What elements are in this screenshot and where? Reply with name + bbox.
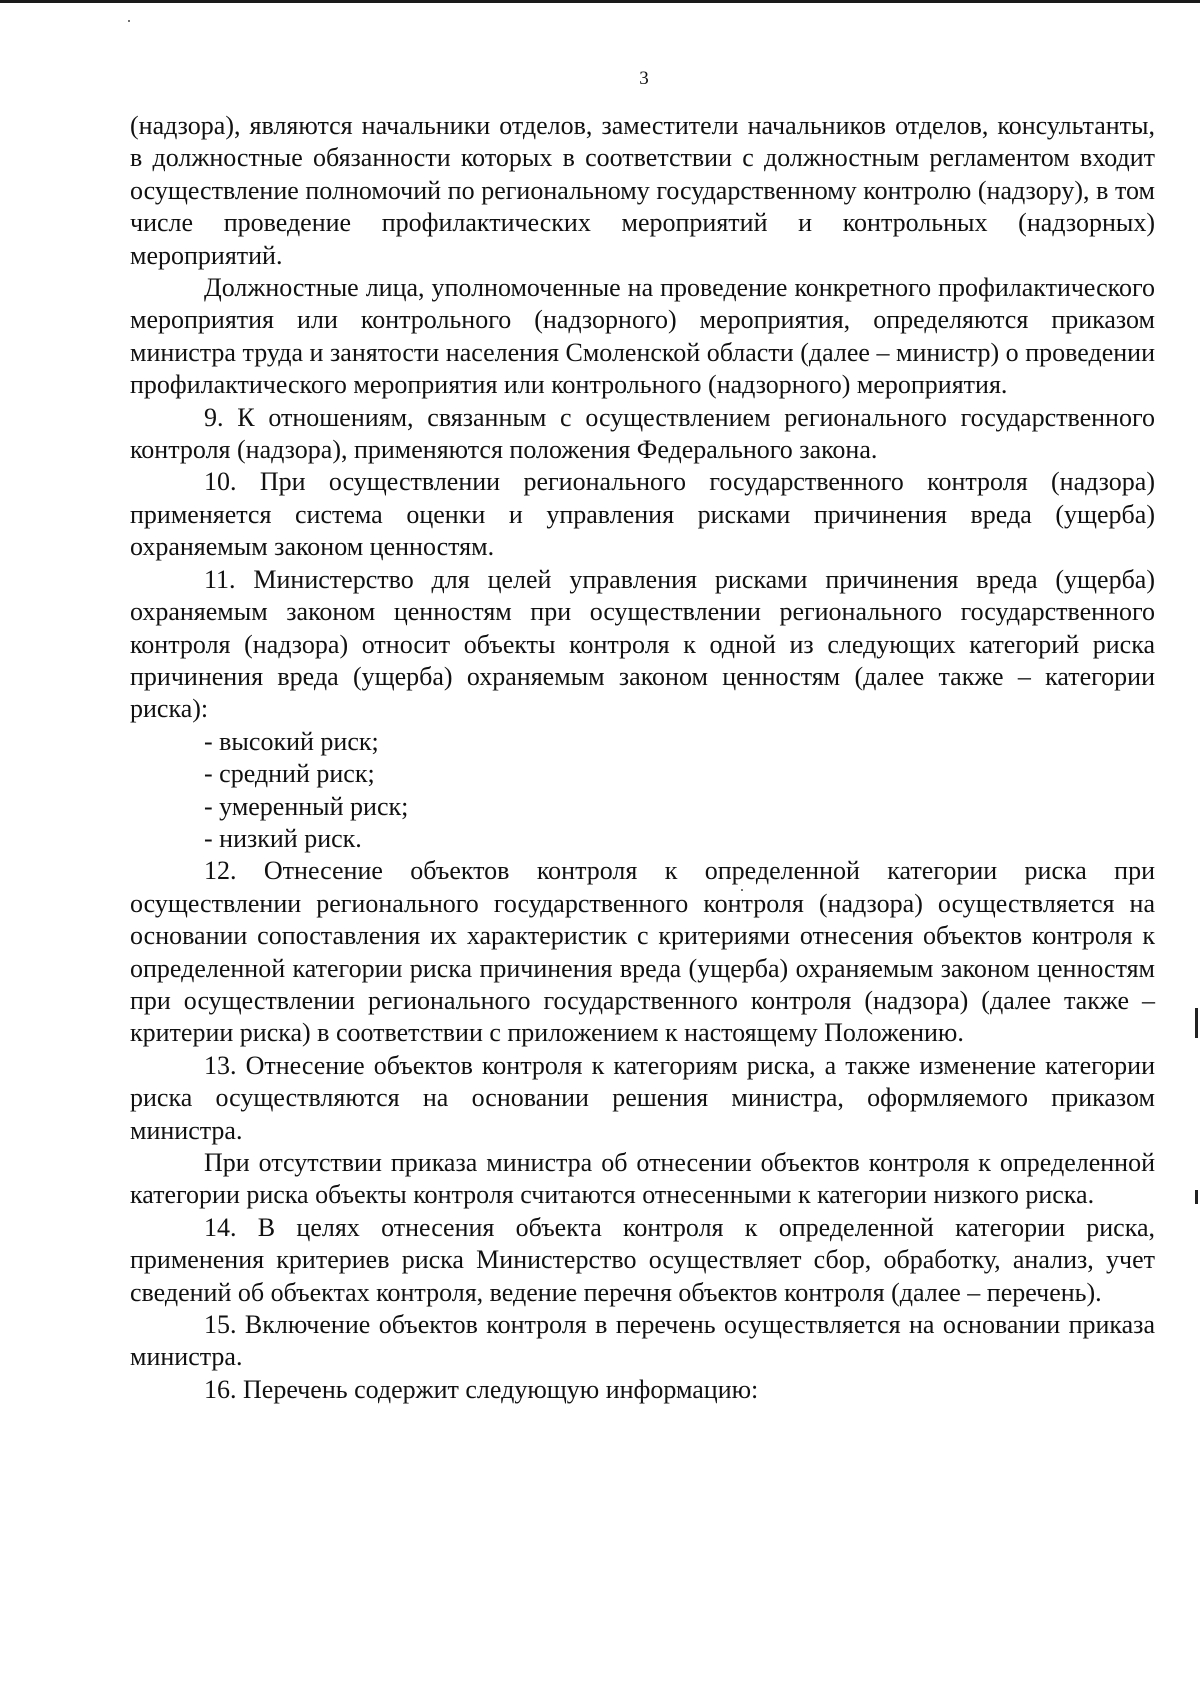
risk-item-moderate: - умеренный риск;	[204, 791, 409, 821]
document-body	[130, 110, 1155, 1406]
risk-item-high: - высокий риск;	[204, 726, 379, 756]
risk-item-medium: - средний риск;	[204, 759, 375, 789]
paragraph-14: 14. В целях отнесения объекта контроля к определенной категории риска, применения критериев риска Министерство осуществляет сбор, обработку, анализ, учет сведений об объектах контроля, ведение перечня объектов контроля (далее – перечень).	[130, 1212, 1155, 1307]
scan-edge-mark	[1195, 1008, 1198, 1038]
scan-top-border	[0, 0, 1200, 3]
paragraph-12: 12. Отнесение объектов контроля к определенной категории риска при осуществлении регионального государственного контроля (надзора) осуществляется на основании сопоставления их характеристик с критериями отнесения объектов контроля к определенной категории риска причинения вреда (ущерба) охраняемым законом ценностям при осуществлении регионального государственного контроля (надзора) (далее также – критерии риска) в соответствии с приложением к настоящему Положению.	[130, 856, 1155, 1048]
paragraph-9: 9. К отношениям, связанным с осуществлением регионального государственного контроля (надзора), применяются положения Федерального закона.	[130, 402, 1155, 465]
risk-item-low: - низкий риск.	[204, 823, 362, 853]
page-number: 3	[639, 68, 649, 89]
paragraph-16: 16. Перечень содержит следующую информацию:	[204, 1374, 759, 1404]
paragraph-11: 11. Министерство для целей управления рисками причинения вреда (ущерба) охраняемым законом ценностям при осуществлении регионального государственного контроля (надзора) относит объекты контроля к одной из следующих категорий риска причинения вреда (ущерба) охраняемым законом ценностям (далее также – категории риска):	[130, 564, 1155, 724]
paragraph-10: 10. При осуществлении регионального государственного контроля (надзора) применяется система оценки и управления рисками причинения вреда (ущерба) охраняемым законом ценностям.	[130, 467, 1155, 562]
scan-speck	[128, 20, 130, 22]
scan-edge-mark	[1195, 1190, 1198, 1204]
paragraph-no-order: При отсутствии приказа министра об отнесении объектов контроля к определенной категории риска объекты контроля считаются отнесенными к категории низкого риска.	[130, 1148, 1155, 1210]
paragraph-officials: Должностные лица, уполномоченные на проведение конкретного профилактического мероприятия или контрольного (надзорного) мероприятия, определяются приказом министра труда и занятости населения Смоленской области (далее – министр) о проведении профилактического мероприятия или контрольного (надзорного) мероприятия.	[130, 273, 1155, 400]
paragraph-continuation: (надзора), являются начальники отделов, заместители начальников отделов, консультанты, в должностные обязанности которых в соответствии с должностным регламентом входит осуществление полномочий по региональному государственному контролю (надзору), в том числе проведение профилактических мероприятий и контрольных (надзорных) мероприятий.	[130, 111, 1155, 270]
paragraph-13: 13. Отнесение объектов контроля к категориям риска, а также изменение категории риска осуществляются на основании решения министра, оформляемого приказом министра.	[130, 1050, 1155, 1145]
paragraph-15: 15. Включение объектов контроля в перечень осуществляется на основании приказа министра.	[130, 1310, 1155, 1372]
